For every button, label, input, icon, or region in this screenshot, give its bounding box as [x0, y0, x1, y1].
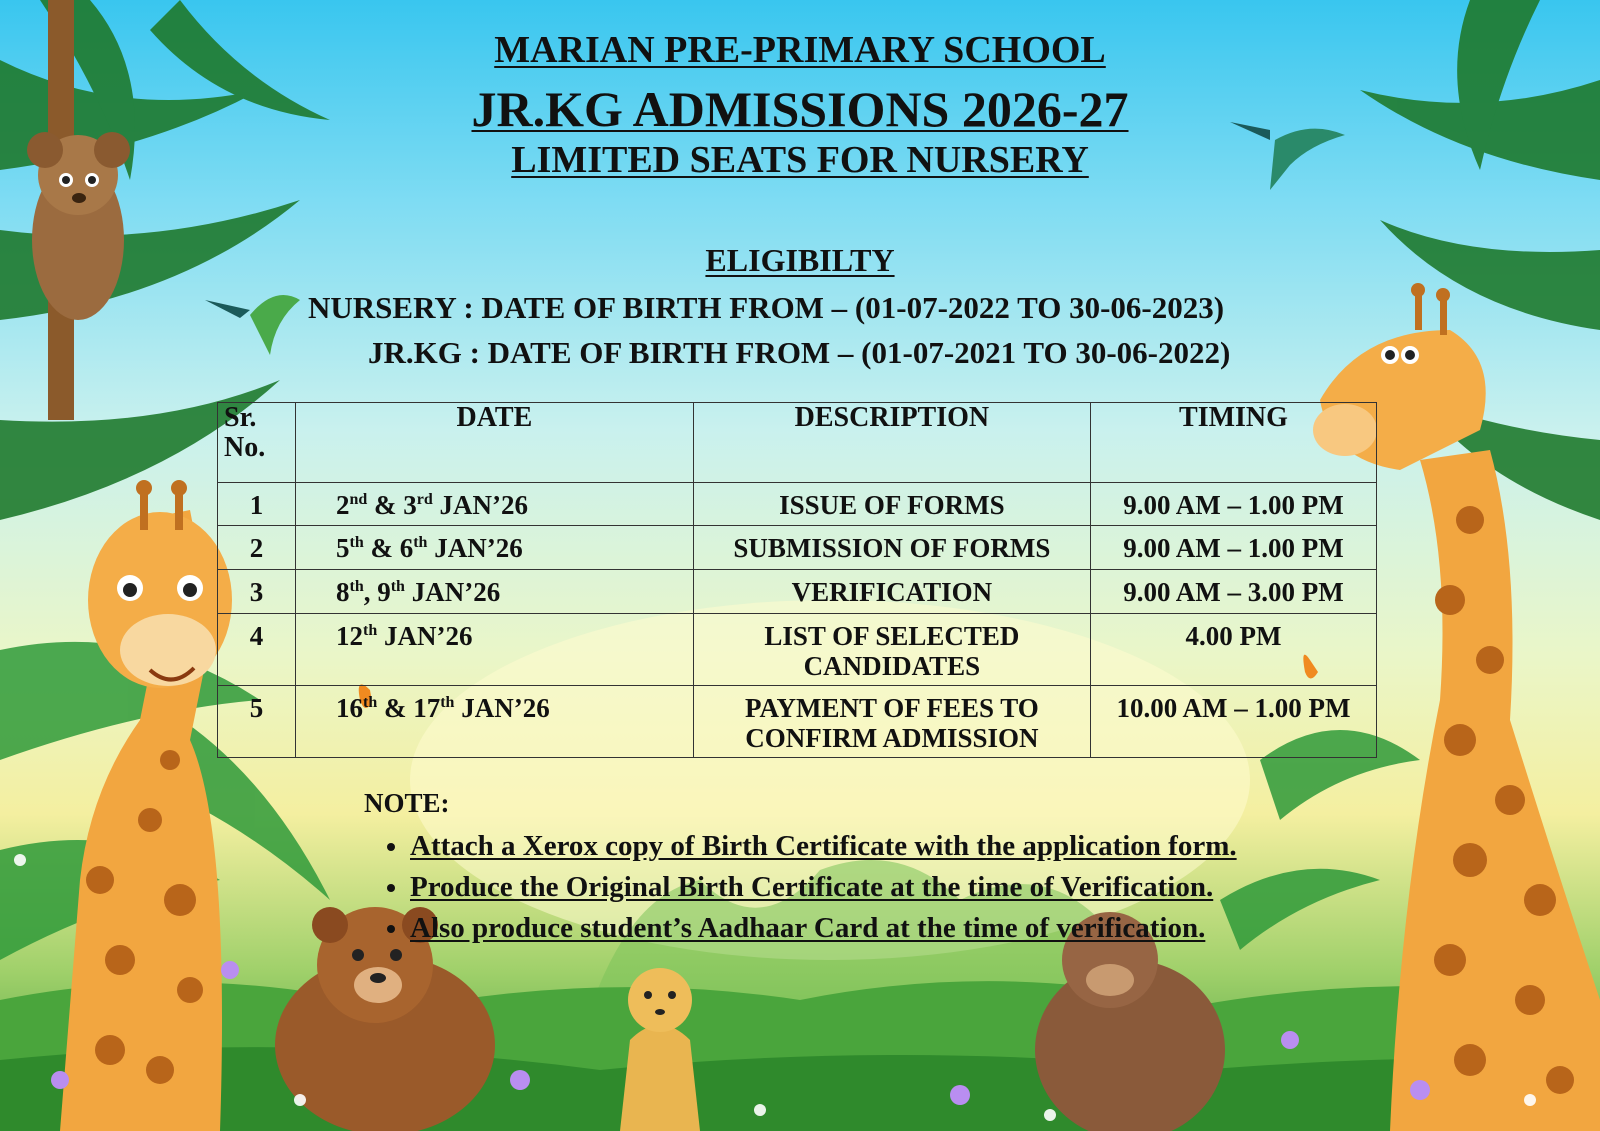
sr-header-line1: Sr.: [224, 402, 257, 433]
table-row: [218, 483, 1377, 526]
timing-cell: 9.00 AM – 3.00 PM: [1090, 570, 1376, 614]
admissions-title: JR.KG ADMISSIONS 2026-27: [471, 81, 1129, 137]
table-row: [218, 614, 1377, 686]
nursery-eligibility: NURSERY : DATE OF BIRTH FROM – (01-07-2022 TO 30-06-2023): [308, 290, 1225, 325]
table-row: [218, 686, 1377, 758]
jrkg-eligibility: JR.KG : DATE OF BIRTH FROM – (01-07-2021 TO 30-06-2022): [368, 335, 1231, 370]
note-list: [380, 826, 1237, 949]
sr-cell: 2: [218, 526, 296, 570]
date-header: DATE: [295, 403, 693, 483]
limited-seats-heading: LIMITED SEATS FOR NURSERY: [511, 139, 1089, 181]
list-item: [410, 826, 1237, 867]
list-item: [410, 867, 1237, 908]
description-cell: VERIFICATION: [693, 570, 1090, 614]
eligibility-heading: ELIGIBILTY: [705, 242, 895, 278]
table-row: [218, 526, 1377, 570]
description-header: DESCRIPTION: [693, 403, 1090, 483]
sr-cell: 1: [218, 483, 296, 526]
sr-cell: 3: [218, 570, 296, 614]
timing-cell: 4.00 PM: [1090, 614, 1376, 686]
school-name: MARIAN PRE-PRIMARY SCHOOL: [494, 29, 1106, 71]
timing-cell: 10.00 AM – 1.00 PM: [1090, 686, 1376, 758]
note-text: Also produce student’s Aadhaar Card at the time of verification.: [410, 912, 1206, 944]
description-cell: SUBMISSION OF FORMS: [693, 526, 1090, 570]
cheetah-illustration: [620, 968, 700, 1131]
description-cell: LIST OF SELECTED CANDIDATES: [693, 614, 1090, 686]
note-text: Attach a Xerox copy of Birth Certificate with the application form.: [410, 830, 1237, 862]
sr-cell: 5: [218, 686, 296, 758]
left-giraffe-illustration: [60, 480, 232, 1131]
sr-no-header: [218, 403, 296, 483]
note-heading: NOTE:: [364, 788, 450, 818]
date-cell: 5th & 6th JAN’26: [295, 526, 693, 570]
admission-schedule-table: [217, 402, 1377, 758]
timing-cell: 9.00 AM – 1.00 PM: [1090, 483, 1376, 526]
table-row: [218, 570, 1377, 614]
description-cell: ISSUE OF FORMS: [693, 483, 1090, 526]
timing-header: TIMING: [1090, 403, 1376, 483]
date-cell: 2nd & 3rd JAN’26: [295, 483, 693, 526]
timing-cell: 9.00 AM – 1.00 PM: [1090, 526, 1376, 570]
sr-cell: 4: [218, 614, 296, 686]
note-text: Produce the Original Birth Certificate at the time of Verification.: [410, 871, 1214, 903]
list-item: [410, 908, 1237, 949]
description-cell: PAYMENT OF FEES TO CONFIRM ADMISSION: [693, 686, 1090, 758]
table-header-row: [218, 403, 1377, 483]
sr-header-line2: No.: [224, 432, 266, 463]
date-cell: 8th, 9th JAN’26: [295, 570, 693, 614]
date-cell: 12th JAN’26: [295, 614, 693, 686]
date-cell: 16th & 17th JAN’26: [295, 686, 693, 758]
